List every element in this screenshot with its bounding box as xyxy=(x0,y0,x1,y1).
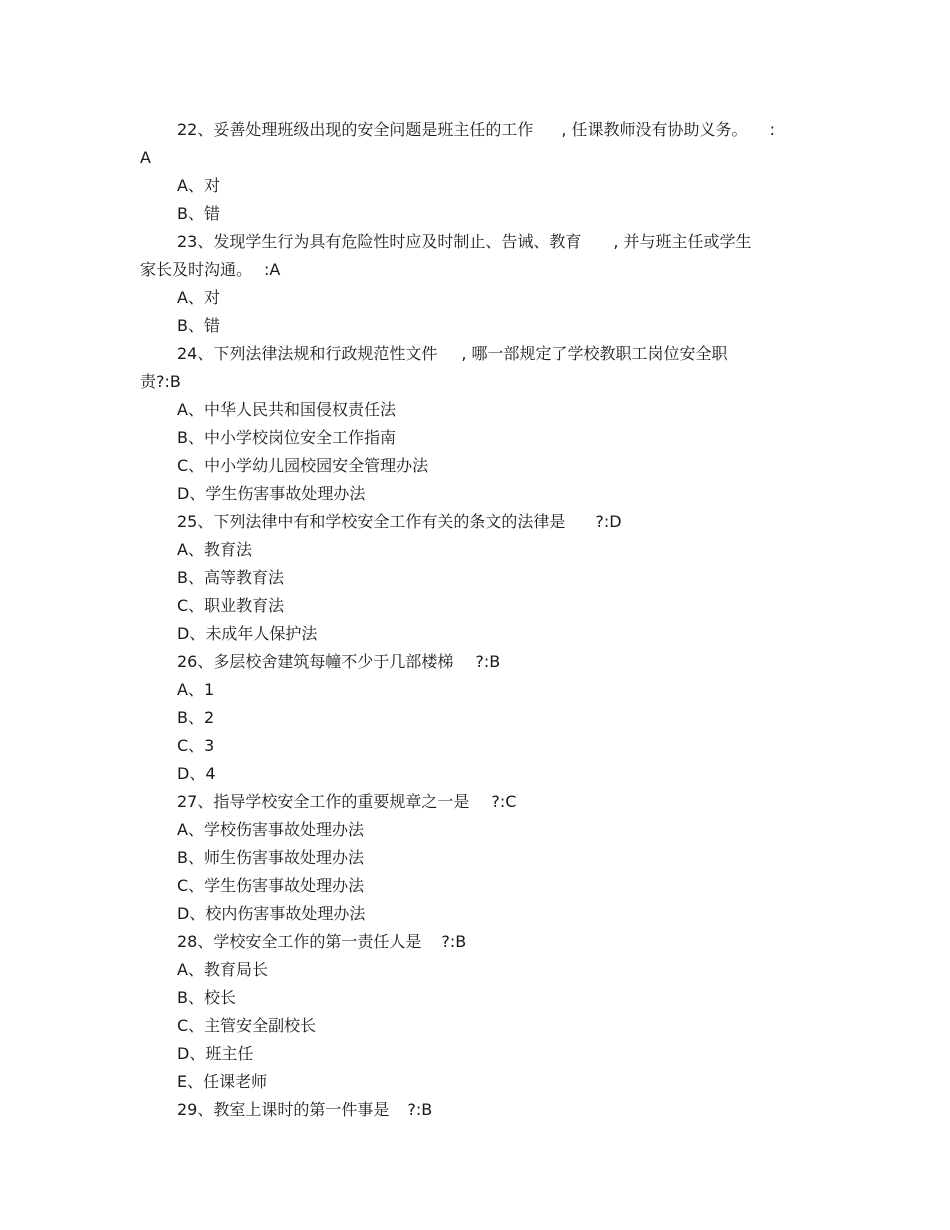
answer-option: A、教育法 xyxy=(177,540,252,559)
question-item xyxy=(140,116,820,228)
question-stem-line xyxy=(140,1096,820,1124)
stem-text: , 并与班主任或学生 xyxy=(613,232,752,251)
stem-text: 24、下列法律法规和行政规范性文件 xyxy=(177,344,438,363)
answer-option: D、未成年人保护法 xyxy=(177,624,318,643)
answer-option: A、学校伤害事故处理办法 xyxy=(177,820,364,839)
question-stem-line xyxy=(140,788,820,816)
stem-text: 23、发现学生行为具有危险性时应及时制止、告诫、教育 xyxy=(177,232,582,251)
question-stem-line xyxy=(140,928,820,956)
question-stem-continuation xyxy=(140,368,820,396)
stem-text: ?:B xyxy=(475,652,501,671)
answer-option: A、1 xyxy=(177,680,215,699)
stem-text: ?:C xyxy=(491,792,517,811)
stem-text: 26、多层校舍建筑每幢不少于几部楼梯 xyxy=(177,652,454,671)
question-stem-line xyxy=(140,116,820,144)
answer-option: B、错 xyxy=(177,316,220,335)
stem-text: ?:B xyxy=(407,1100,433,1119)
stem-text: , 任课教师没有协助义务。 xyxy=(561,120,748,139)
question-stem-line xyxy=(140,648,820,676)
answer-option: C、职业教育法 xyxy=(177,596,285,615)
stem-text: 28、学校安全工作的第一责任人是 xyxy=(177,932,422,951)
question-item xyxy=(140,928,820,1096)
stem-text: , 哪一部规定了学校教职工岗位安全职 xyxy=(461,344,728,363)
answer-option: C、中小学幼儿园校园安全管理办法 xyxy=(177,456,429,475)
question-stem-line xyxy=(140,228,820,256)
question-item xyxy=(140,228,820,340)
answer-option: B、高等教育法 xyxy=(177,568,284,587)
answer-option: A、中华人民共和国侵权责任法 xyxy=(177,400,396,419)
stem-text: 27、指导学校安全工作的重要规章之一是 xyxy=(177,792,470,811)
stem-text: 责?:B xyxy=(140,372,181,391)
answer-option: D、班主任 xyxy=(177,1044,254,1063)
answer-option: C、3 xyxy=(177,736,215,755)
question-stem-line xyxy=(140,340,820,368)
question-stem-continuation xyxy=(140,144,820,172)
answer-option: C、学生伤害事故处理办法 xyxy=(177,876,365,895)
question-stem-continuation xyxy=(140,256,820,284)
stem-text: 29、教室上课时的第一件事是 xyxy=(177,1100,390,1119)
question-item xyxy=(140,340,820,508)
question-list xyxy=(140,116,820,1124)
stem-text: : xyxy=(769,120,775,139)
answer-option: B、错 xyxy=(177,204,220,223)
answer-option: D、学生伤害事故处理办法 xyxy=(177,484,366,503)
question-item xyxy=(140,508,820,648)
answer-option: A、对 xyxy=(177,176,220,195)
answer-option: D、校内伤害事故处理办法 xyxy=(177,904,366,923)
question-item xyxy=(140,788,820,928)
question-item xyxy=(140,648,820,788)
stem-text: ?:D xyxy=(595,512,622,531)
answer-option: A、教育局长 xyxy=(177,960,268,979)
answer-option: C、主管安全副校长 xyxy=(177,1016,317,1035)
question-stem-line xyxy=(140,508,820,536)
answer-option: E、任课老师 xyxy=(177,1072,268,1091)
answer-option: B、师生伤害事故处理办法 xyxy=(177,848,364,867)
question-item xyxy=(140,1096,820,1124)
answer-option: D、4 xyxy=(177,764,216,783)
answer-option: B、2 xyxy=(177,708,215,727)
stem-text: 22、妥善处理班级出现的安全问题是班主任的工作 xyxy=(177,120,534,139)
answer-option: B、校长 xyxy=(177,988,236,1007)
stem-text: ?:B xyxy=(441,932,467,951)
stem-text: :A xyxy=(264,260,281,279)
answer-option: A、对 xyxy=(177,288,220,307)
stem-text: 家长及时沟通。 xyxy=(140,260,253,279)
answer-option: B、中小学校岗位安全工作指南 xyxy=(177,428,396,447)
stem-text: A xyxy=(140,148,151,167)
stem-text: 25、下列法律中有和学校安全工作有关的条文的法律是 xyxy=(177,512,566,531)
